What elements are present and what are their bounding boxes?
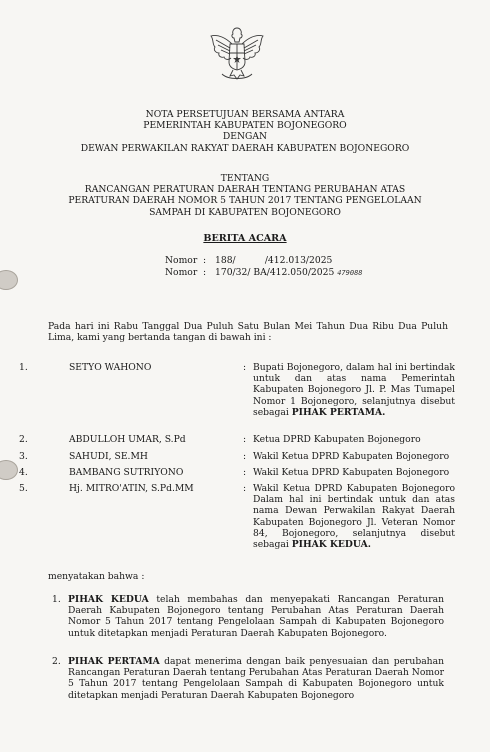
- party-name: SETYO WAHONO: [69, 362, 152, 373]
- punch-hole: [0, 270, 18, 290]
- heading-line: DENGAN: [222, 131, 268, 143]
- item-number: 1.: [52, 594, 61, 605]
- statement-intro: menyatakan bahwa :: [48, 571, 145, 582]
- party-description: Wakil Ketua DPRD Kabupaten Bojonegoro: [253, 451, 450, 462]
- party-number: 3.: [19, 451, 28, 462]
- item-party: PIHAK PERTAMA: [68, 656, 160, 667]
- handwritten-number: 479088: [337, 269, 363, 277]
- subject-line: SAMPAH DI KABUPATEN BOJONEGORO: [149, 206, 341, 218]
- party-number: 1.: [19, 362, 28, 373]
- subject-line: RANCANGAN PERATURAN DAERAH TENTANG PERUBAHAN ATAS: [84, 184, 406, 196]
- item-body: telah membahas dan menyepakati Rancangan Peraturan Daerah Kabupaten Bojonegoro tentang Perubahan Atas Peraturan Daerah Nomor 5 Tahun 2017 tentang Pengelolaan Sampah di Kabupaten Bojonegoro untuk ditetapkan menjadi Peraturan Daerah Kabupaten Bojonegoro.: [68, 594, 444, 639]
- garuda-emblem-icon: [208, 22, 266, 84]
- item-party: PIHAK KEDUA: [68, 594, 149, 605]
- party-description-text: Wakil Ketua DPRD Kabupaten Bojonegoro Dalam hal ini bertindak untuk dan atas nama Dewan Perwakilan Rakyat Daerah Kabupaten Bojonegoro Jl. Veteran Nomor 84, Bojonegoro, selanjutnya disebut sebagai: [253, 483, 455, 551]
- document-heading: [0, 109, 490, 154]
- item-text: [68, 594, 444, 639]
- document-subject: [0, 173, 490, 218]
- berita-acara-title: BERITA ACARA: [203, 233, 287, 244]
- nomor-line: Nomor : 170/32/ BA/412.050/2025 479088: [165, 267, 363, 278]
- item-body: dapat menerima dengan baik penyesuaian dan perubahan Rancangan Peraturan Daerah tentang Perubahan Atas Peraturan Daerah Nomor 5 Tahun 2017 tentang Pengelolaan Sampah di Kabupaten Bojonegoro untuk ditetapkan menjadi Peraturan Daerah Kabupaten Bojonegoro: [68, 656, 444, 701]
- party-name: SAHUDI, SE.MH: [69, 451, 148, 462]
- party-name: ABDULLOH UMAR, S.Pd: [69, 434, 186, 445]
- party-role: PIHAK KEDUA.: [291, 539, 371, 551]
- party-name: BAMBANG SUTRIYONO: [69, 467, 184, 478]
- heading-line: NOTA PERSETUJUAN BERSAMA ANTARA: [145, 109, 345, 120]
- party-role: PIHAK PERTAMA.: [291, 406, 386, 418]
- nomor-value: 188/ /412.013/2025: [215, 255, 333, 266]
- party-number: 4.: [19, 467, 28, 478]
- heading-line: PEMERINTAH KABUPATEN BOJONEGORO: [143, 120, 347, 132]
- nomor-line: Nomor : 188/ /412.013/2025: [165, 255, 333, 266]
- punch-hole: [0, 460, 18, 480]
- nomor-label: Nomor: [165, 267, 198, 278]
- item-number: 2.: [52, 656, 61, 667]
- opening-paragraph: Pada hari ini Rabu Tanggal Dua Puluh Satu Bulan Mei Tahun Dua Ribu Dua Puluh Lima, kami yang bertanda tangan di bawah ini :: [48, 321, 448, 344]
- party-description: [253, 362, 455, 418]
- party-description-text: Bupati Bojonegoro, dalam hal ini bertindak untuk dan atas nama Pemerintah Kabupaten Bojonegoro Jl. P. Mas Tumapel Nomor 1 Bojonegoro, selanjutnya disebut sebagai: [253, 362, 455, 418]
- party-number: 5.: [19, 483, 28, 494]
- heading-line: DEWAN PERWAKILAN RAKYAT DAERAH KABUPATEN BOJONEGORO: [80, 142, 410, 154]
- nomor-value: 170/32/ BA/412.050/2025: [215, 267, 335, 278]
- subject-line: TENTANG: [220, 173, 270, 184]
- party-number: 2.: [19, 434, 28, 445]
- item-text: [68, 656, 444, 701]
- party-description: Wakil Ketua DPRD Kabupaten Bojonegoro: [253, 467, 450, 478]
- party-name: Hj. MITRO'ATIN, S.Pd.MM: [69, 483, 194, 494]
- party-description: Ketua DPRD Kabupaten Bojonegoro: [253, 434, 421, 445]
- subject-line: PERATURAN DAERAH NOMOR 5 TAHUN 2017 TENTANG PENGELOLAAN: [68, 195, 422, 207]
- party-description: [253, 483, 455, 550]
- nomor-label: Nomor: [165, 255, 198, 266]
